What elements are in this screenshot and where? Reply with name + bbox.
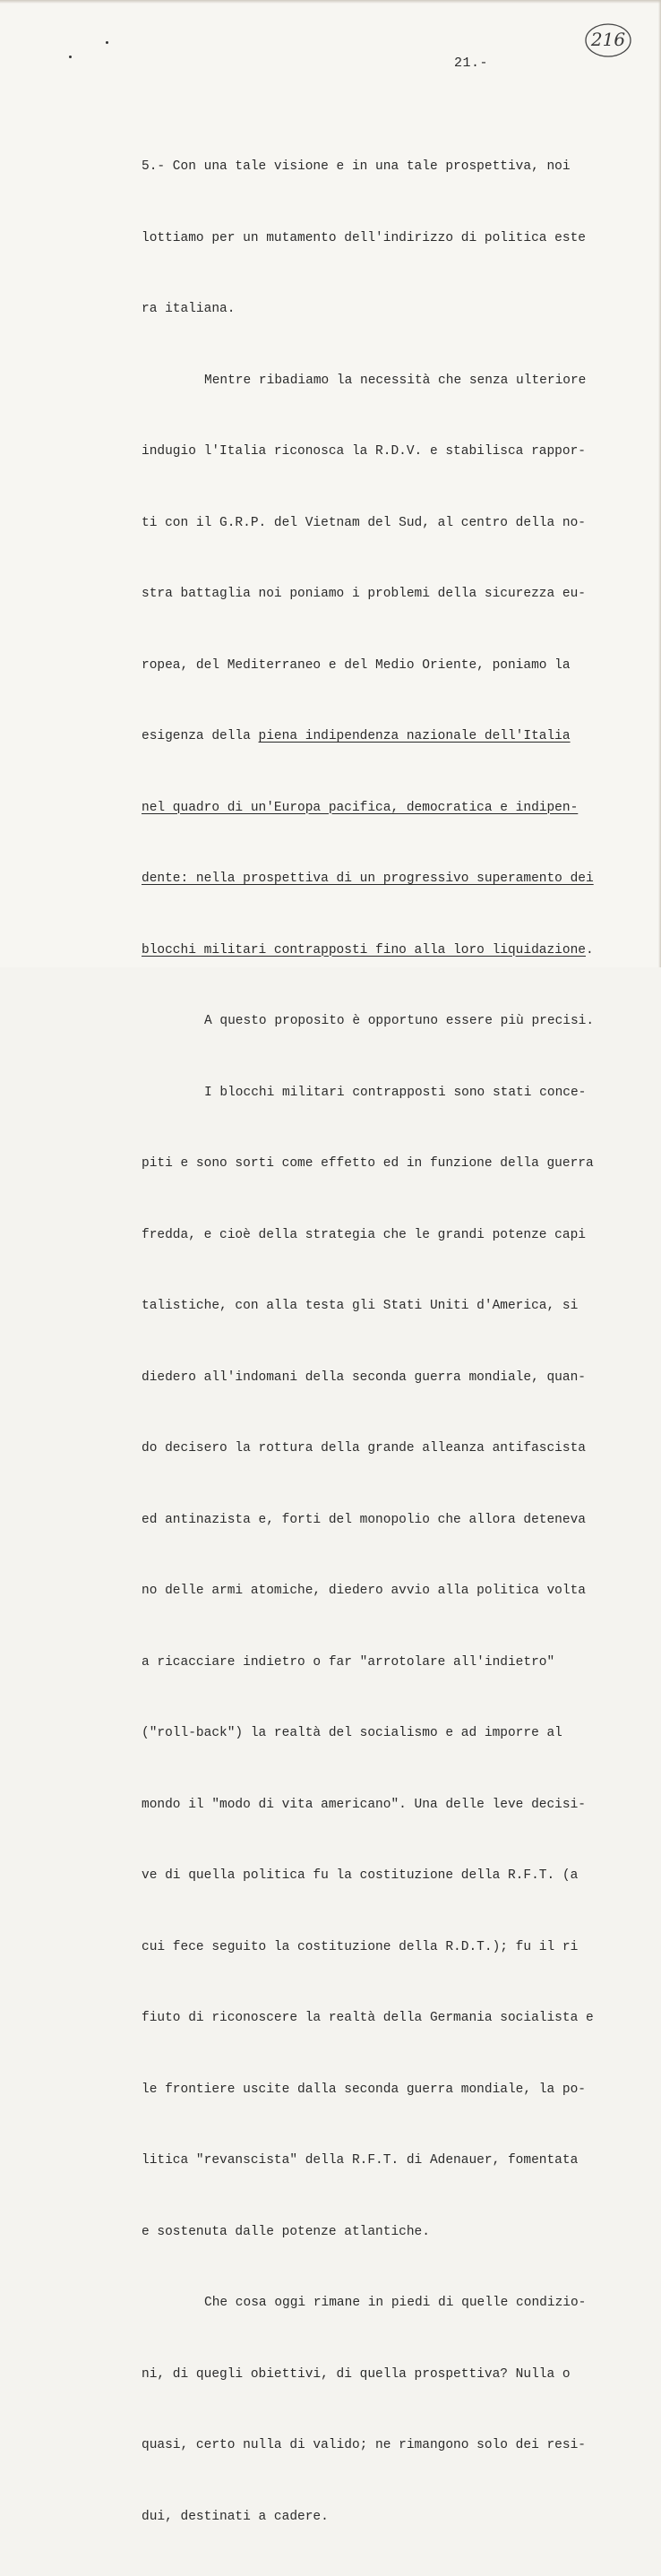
text-line: Che cosa oggi rimane in piedi di quelle condizio- [204,2296,587,2310]
text-line [142,939,607,963]
body-text [142,107,607,2576]
text-line: lottiamo per un mutamento dell'indirizzo di politica este [142,230,586,245]
text-line: fiuto di riconoscere la realtà della Germania socialista e [142,2011,594,2025]
page-top-edge [0,0,661,4]
text-line: ti con il G.R.P. del Vietnam del Sud, al centro della no- [142,515,586,530]
text-line: ni, di quegli obiettivi, di quella prospettiva? Nulla o [142,2366,571,2382]
text-line: fredda, e cioè della strategia che le grandi potenze capi [142,1227,586,1242]
text-line: mondo il "modo di vita americano". Una delle leve decisi- [142,1797,586,1812]
text-line: cui fece seguito la costituzione della R.D.T.); fu il ri [142,1939,579,1954]
text-line: Mentre ribadiamo la necessità che senza ulteriore [204,373,587,388]
stamp-number: 216 [590,29,626,50]
text-line: talistiche, con alla testa gli Stati Uniti d'America, si [142,1299,579,1313]
text-fragment: . [585,942,594,957]
text-line: a ricacciare indietro o far "arrotolare all'indietro" [142,1654,555,1670]
text-line: I blocchi militari contrapposti sono stati conce- [204,1085,587,1100]
text-line: stra battaglia noi poniamo i problemi della sicurezza eu- [142,587,586,601]
text-line: 5.- Con una tale visione e in una tale prospettiva, noi [142,159,571,174]
text-line: diedero all'indomani della seconda guerra mondiale, quan- [142,1370,586,1385]
ink-speck [106,41,108,44]
underlined-text: blocchi militari contrapposti fino alla loro liquidazione [142,942,586,957]
text-line: ed antinazista e, forti del monopolio che allora deteneva [142,1512,586,1527]
text-line: le frontiere uscite dalla seconda guerra mondiale, la po- [142,2082,586,2097]
text-line: ra italiana. [142,302,236,316]
page-number: 21.- [454,56,489,71]
text-line: quasi, certo nulla di valido; ne rimangono solo dei resi- [142,2438,586,2452]
text-line: e sostenuta dalle potenze atlantiche. [142,2224,430,2239]
text-line: ropea, del Mediterraneo e del Medio Oriente, poniamo la [142,657,571,673]
archive-number-stamp [584,21,632,59]
underlined-text-line: nel quadro di un'Europa pacifica, democratica e indipen- [142,800,579,815]
text-line: dui, destinati a cadere. [142,2509,329,2524]
text-fragment: esigenza della [142,729,259,743]
text-line: ("roll-back") la realtà del socialismo e ad imporre al [142,1726,562,1740]
text-line [142,725,607,749]
underlined-text: piena indipendenza nazionale dell'Italia [258,729,571,743]
text-line: no delle armi atomiche, diedero avvio alla politica volta [142,1584,586,1598]
text-line: A questo proposito è opportuno essere più precisi. [204,1014,595,1028]
underlined-text-line: dente: nella prospettiva di un progressivo superamento dei [142,872,594,886]
text-line: ve di quella politica fu la costituzione della R.F.T. (a [142,1868,579,1883]
text-line: do decisero la rottura della grande alleanza antifascista [142,1441,586,1455]
text-line: litica "revanscista" della R.F.T. di Adenauer, fomentata [142,2153,579,2168]
ink-speck [69,56,72,58]
text-line: piti e sono sorti come effetto ed in funzione della guerra [142,1156,594,1171]
text-line: indugio l'Italia riconosca la R.D.V. e stabilisca rappor- [142,444,586,459]
